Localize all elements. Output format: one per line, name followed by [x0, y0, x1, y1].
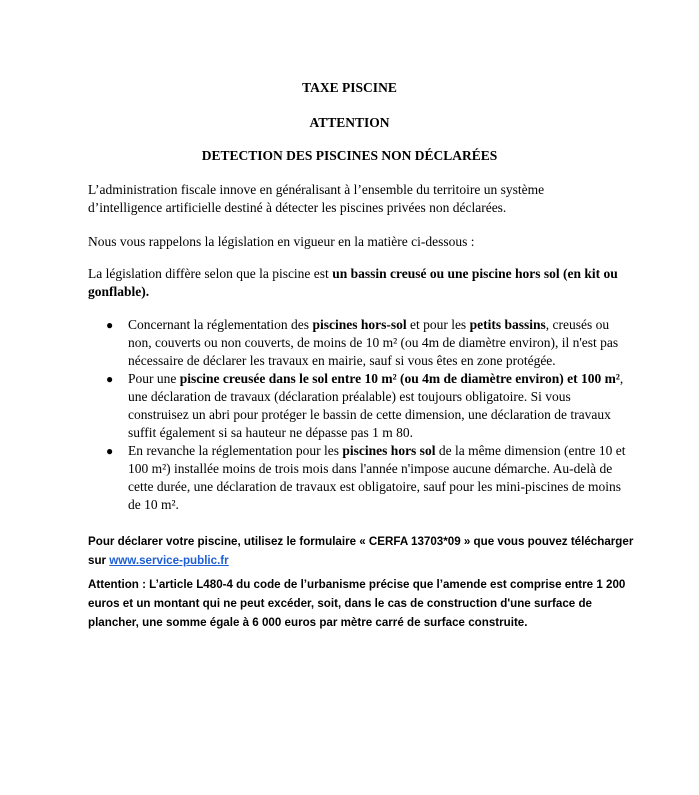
regulation-list [88, 316, 628, 514]
legislation-paragraph [88, 265, 628, 301]
list-item-text: Pour une [128, 371, 180, 386]
reminder-paragraph: Nous vous rappelons la législation en vigueur en la matière ci-dessous : [88, 234, 475, 249]
declaration-paragraph [88, 532, 648, 570]
list-item-text: , une déclaration de travaux (déclaration préalable) est toujours obligatoire. Si vous construisez un abri pour protéger le bassin de cette dimension, une déclaration de travaux suffit également si sa hauteur ne dépasse pas 1 m 80. [128, 371, 624, 440]
warning-line-2: euros et un montant qui ne peut excéder, soit, dans le cas de construction d'une surface de [88, 597, 592, 610]
bullet-icon: ● [106, 372, 114, 386]
intro-paragraph [88, 181, 628, 217]
warning-line-3: plancher, une somme égale à 6 000 euros par mètre carré de surface construite. [88, 616, 528, 629]
list-item-bold: petits bassins [469, 317, 546, 332]
declaration-text: Pour déclarer votre piscine, utilisez le formulaire « CERFA 13703*09 » que vous pouvez télécharger sur [88, 535, 634, 567]
list-item-bold: piscines hors-sol [312, 317, 407, 332]
legislation-text: La législation diffère selon que la piscine est [88, 266, 333, 281]
list-item-text: et pour les [406, 317, 470, 332]
list-item [88, 370, 628, 442]
list-item-bold: piscines hors sol [342, 443, 436, 458]
intro-line-1: L’administration fiscale innove en généralisant à l’ensemble du territoire un système [88, 182, 545, 197]
service-public-link[interactable]: www.service-public.fr [109, 554, 229, 567]
warning-paragraph [88, 575, 648, 632]
bullet-icon: ● [106, 318, 114, 332]
list-item-bold: piscine creusée dans le sol entre 10 m² (ou 4m de diamètre environ) et 100 m² [179, 371, 620, 386]
warning-line-1: Attention : L’article L480-4 du code de l’urbanisme précise que l’amende est comprise entre 1 200 [88, 578, 626, 591]
list-item [88, 442, 628, 514]
list-item-text: de la même dimension (entre 10 et 100 m²) installée moins de trois mois dans l'année n'impose aucune démarche. Au-delà de cette durée, une déclaration de travaux est obligatoire, sauf pour les mini-piscines de moins de 10 m². [128, 443, 626, 512]
document-title: TAXE PISCINE [302, 80, 397, 95]
bullet-icon: ● [106, 444, 114, 458]
list-item-text: En revanche la réglementation pour les [128, 443, 343, 458]
intro-line-2: d’intelligence artificielle destiné à détecter les piscines privées non déclarées. [88, 200, 507, 215]
legislation-bold: un bassin creusé ou une piscine hors sol (en kit ou gonflable). [88, 266, 618, 299]
document-subtitle: ATTENTION [309, 115, 390, 130]
list-item-text: , creusés ou non, couverts ou non couverts, de moins de 10 m² (ou 4m de diamètre environ), il n'est pas nécessaire de déclarer les travaux en mairie, sauf si vous êtes en zone protégée. [128, 317, 619, 368]
list-item-text: Concernant la réglementation des [128, 317, 313, 332]
list-item [88, 316, 628, 370]
document-heading: DETECTION DES PISCINES NON DÉCLARÉES [201, 148, 498, 163]
